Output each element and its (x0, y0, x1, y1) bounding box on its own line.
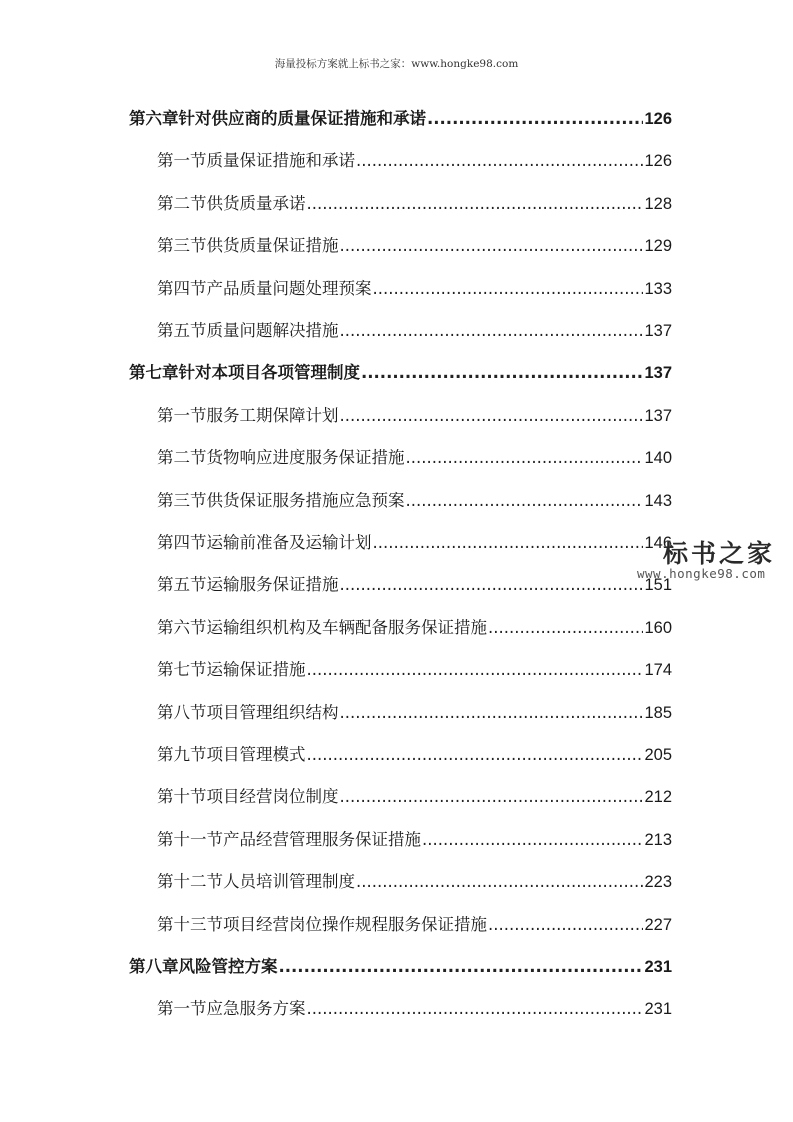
toc-entry-title: 货物响应进度服务保证措施 (206, 448, 405, 468)
toc-entry-page: 137 (644, 322, 672, 340)
toc-entry-title: 应急服务方案 (206, 999, 306, 1019)
toc-leader-dots (279, 957, 644, 976)
toc-entry[interactable] (149, 402, 672, 428)
toc-entry-page: 133 (644, 279, 672, 298)
toc-entry[interactable] (149, 444, 672, 470)
toc-entry-label: 第六章 (129, 109, 179, 128)
toc-entry-label: 第三节 (157, 236, 207, 256)
toc-entry-title: 运输组织机构及车辆配备服务保证措施 (206, 617, 487, 637)
toc-entry-label: 第十三节 (157, 914, 223, 934)
toc-entry[interactable] (149, 741, 672, 767)
toc-entry[interactable] (149, 275, 672, 301)
toc-entry-page: 137 (644, 406, 672, 425)
toc-entry[interactable] (149, 571, 672, 597)
toc-entry-title: 质量保证措施和承诺 (206, 151, 355, 171)
toc-entry-page: 126 (644, 152, 672, 171)
toc-entry-title: 项目管理模式 (206, 745, 306, 764)
toc-entry[interactable] (121, 359, 672, 385)
toc-leader-dots (340, 575, 644, 594)
toc-entry-page: 140 (644, 449, 672, 468)
toc-entry-page: 129 (644, 237, 672, 256)
toc-entry-title: 项目经营岗位制度 (206, 787, 339, 807)
toc-entry-title: 供货质量保证措施 (206, 236, 339, 256)
toc-entry-title: 服务工期保障计划 (206, 405, 339, 425)
toc-entry-page: 231 (644, 958, 672, 976)
toc-leader-dots (488, 618, 643, 637)
toc-entry[interactable] (149, 911, 672, 937)
toc-entry-label: 第一节 (157, 405, 207, 425)
toc-leader-dots (340, 236, 644, 255)
toc-leader-dots (340, 787, 644, 806)
toc-leader-dots (307, 194, 644, 213)
toc-entry-label: 第二节 (157, 448, 207, 468)
toc-entry-page: 213 (644, 830, 672, 849)
toc-entry-label: 第八章 (129, 957, 179, 976)
watermark-logo (625, 530, 793, 586)
toc-entry-title: 运输保证措施 (206, 660, 306, 680)
toc-entry[interactable] (149, 868, 672, 894)
toc-entry-label: 第十一节 (157, 829, 223, 849)
toc-entry-title: 运输服务保证措施 (206, 575, 339, 595)
toc-entry[interactable] (149, 699, 672, 725)
toc-entry-label: 第五节 (157, 575, 207, 595)
toc-leader-dots (356, 151, 643, 170)
toc-entry-title: 质量问题解决措施 (206, 321, 339, 340)
toc-entry-page: 126 (644, 110, 672, 128)
toc-leader-dots (340, 406, 644, 425)
page-header: 海量投标方案就上标书之家：www.hongke98.com (274, 58, 519, 70)
toc-entry[interactable] (149, 826, 672, 852)
toc-entry-label: 第三节 (157, 490, 207, 510)
toc-leader-dots (361, 363, 643, 382)
toc-leader-dots (373, 279, 644, 298)
toc-entry[interactable] (149, 147, 672, 173)
toc-entry-title: 项目经营岗位操作规程服务保证措施 (223, 914, 487, 934)
toc-entry-title: 供货质量承诺 (206, 193, 306, 213)
toc-leader-dots (356, 872, 643, 891)
toc-leader-dots (307, 660, 644, 679)
toc-leader-dots (406, 491, 644, 510)
toc-entry[interactable] (149, 487, 672, 513)
toc-entry-title: 人员培训管理制度 (223, 872, 355, 892)
toc-entry-page: 146 (644, 534, 672, 552)
toc-entry-label: 第十节 (157, 787, 207, 807)
toc-entry[interactable] (149, 995, 672, 1021)
toc-entry-page: 231 (644, 1000, 672, 1019)
toc-entry[interactable] (149, 783, 672, 809)
toc-entry-title: 针对本项目各项管理制度 (178, 363, 360, 383)
toc-entry-title: 产品质量问题处理预案 (206, 278, 372, 298)
toc-entry-label: 第五节 (157, 321, 207, 340)
toc-leader-dots (427, 109, 643, 128)
toc-entry-page: 212 (644, 788, 672, 807)
toc-leader-dots (422, 830, 643, 849)
toc-entry-label: 第十二节 (157, 872, 223, 892)
toc-entry-page: 205 (644, 746, 672, 764)
toc-entry[interactable] (149, 614, 672, 640)
toc-leader-dots (307, 745, 644, 764)
toc-leader-dots (373, 533, 644, 552)
toc-entry-label: 第四节 (157, 278, 207, 298)
toc-entry-title: 针对供应商的质量保证措施和承诺 (178, 109, 426, 128)
toc-entry-label: 第九节 (157, 745, 207, 764)
toc-entry-title: 项目管理组织结构 (206, 702, 339, 722)
toc-entry-page: 185 (644, 703, 672, 722)
toc-entry-label: 第八节 (157, 702, 207, 722)
toc-entry-label: 第四节 (157, 533, 207, 552)
toc-entry[interactable] (149, 529, 672, 555)
watermark-logo-text: 标书之家 (663, 539, 776, 568)
toc-entry[interactable] (121, 953, 672, 979)
toc-entry-page: 151 (644, 576, 672, 595)
toc-entry-page: 227 (644, 915, 672, 934)
toc-entry-title: 运输前准备及运输计划 (206, 533, 372, 552)
toc-entry-label: 第七章 (129, 363, 179, 383)
toc-entry[interactable] (149, 656, 672, 682)
toc-entry[interactable] (149, 317, 672, 343)
toc-entry-title: 产品经营管理服务保证措施 (223, 829, 421, 849)
toc-entry-label: 第二节 (157, 193, 207, 213)
toc-entry-page: 174 (644, 661, 672, 680)
toc-entry[interactable] (149, 190, 672, 216)
toc-leader-dots (340, 321, 644, 340)
toc-entry-page: 143 (644, 491, 672, 510)
toc-leader-dots (406, 448, 644, 467)
toc-entry-label: 第六节 (157, 617, 207, 637)
toc-entry[interactable] (149, 232, 672, 258)
toc-entry-label: 第一节 (157, 999, 207, 1019)
toc-entry-page: 128 (644, 194, 672, 213)
toc-entry-title: 风险管控方案 (178, 957, 278, 976)
toc-leader-dots (488, 915, 643, 934)
toc-entry-page: 160 (644, 618, 672, 637)
toc-leader-dots (307, 999, 644, 1018)
toc-entry[interactable] (121, 105, 672, 131)
toc-entry-label: 第七节 (157, 660, 207, 680)
toc-leader-dots (340, 703, 644, 722)
toc-entry-label: 第一节 (157, 151, 207, 171)
toc-entry-title: 供货保证服务措施应急预案 (206, 490, 405, 510)
toc-entry-page: 223 (644, 873, 672, 892)
watermark-url: www.hongke98.com (637, 566, 766, 581)
toc-entry-page: 137 (644, 364, 672, 383)
